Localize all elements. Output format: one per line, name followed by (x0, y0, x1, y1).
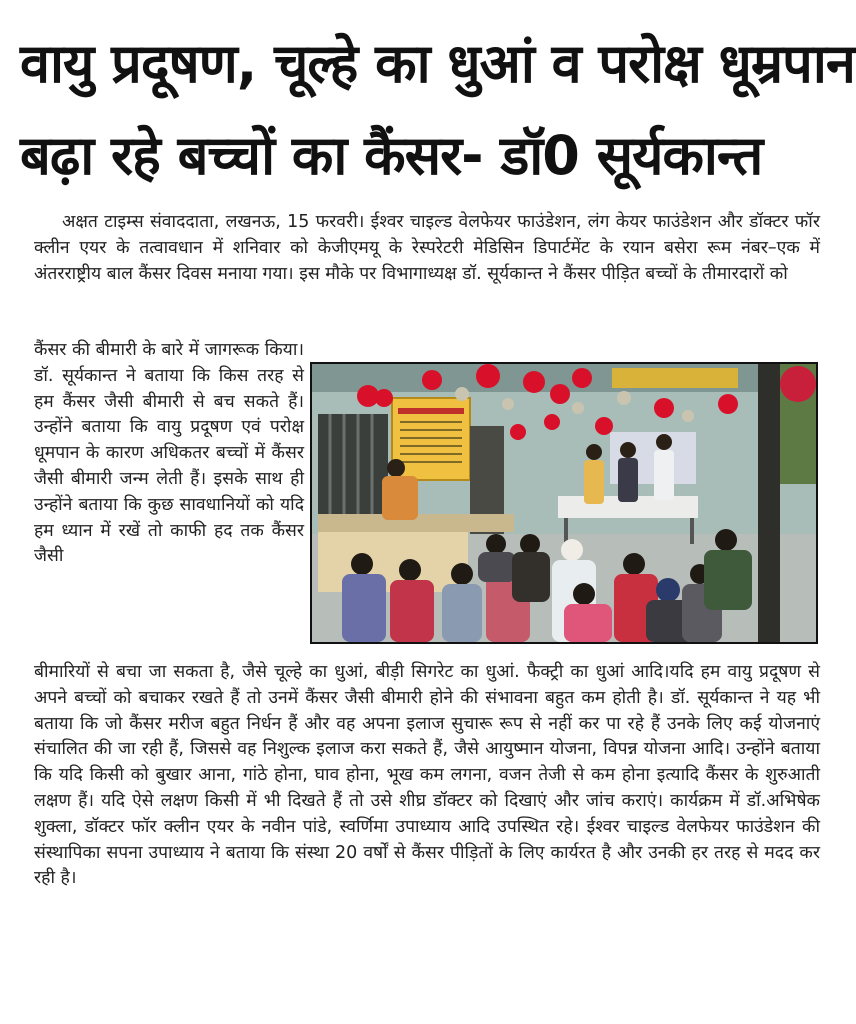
article-side-paragraph: कैंसर की बीमारी के बारे में जागरूक किया। डॉ. सूर्यकान्त ने बताया कि किस तरह से हम कैंसर जैसी बीमारी से बच सकते हैं। उन्होंने बताया कि वायु प्रदूषण एवं परोक्ष धूमपान के कारण अधिकतर बच्चों में कैंसर जैसी बीमारी जन्म लेती हैं। इसके साथ ही उन्होंने बताया कि कुछ सावधानियों को यदि हम ध्यान में रखें तो काफी हद तक कैंसर जैसी (34, 340, 304, 567)
article-bottom-paragraph: बीमारियों से बचा जा सकता है, जैसे चूल्हे का धुआं, बीड़ी सिगरेट का धुआं. फैक्ट्री का धुआं आदि।यदि हम वायु प्रदूषण से अपने बच्चों को बचाकर रखते हैं तो उनमें कैंसर जैसी बीमारी होने की संभावना बहुत कम होती है। डॉ. सूर्यकान्त ने यह भी बताया कि जो कैंसर मरीज बहुत निर्धन हैं और वह अपना इलाज सुचारू रूप से नहीं कर पा रहे हैं उनके लिए कई योजनाएं संचालित की जा रही हैं, जिससे वह निशुल्क इलाज करा सकते हैं, जैसे आयुष्मान योजना, विपन्न योजना आदि। उन्होंने बताया कि यदि किसी को बुखार आना, गांठे होना, घाव होना, भूख कम लगना, वजन तेजी से कम होना इत्यादि कैंसर के शुरुआती लक्षण हैं। यदि ऐसे लक्षण किसी में भी दिखते हैं तो उसे शीघ्र डॉक्टर को दिखाएं और जांच कराएं। कार्यक्रम में डॉ.अभिषेक शुक्ला, डॉक्टर फॉर क्लीन एयर के नवीन पांडे, स्वर्णिमा उपाध्याय आदि उपस्थित रहे। ईश्वर चाइल्ड वेलफेयर फाउंडेशन की संस्थापिका सपना उपाध्याय ने बताया कि संस्था 20 वर्षों से कैंसर पीड़ितों के लिए कार्यरत है और उनकी हर तरह से मदद कर रही है। (34, 662, 820, 889)
headline (20, 18, 855, 202)
event-photo (310, 362, 818, 644)
headline-line-1: वायु प्रदूषण, चूल्हे का धुआं व परोक्ष धूम्रपान (20, 32, 855, 95)
article-intro-paragraph: अक्षत टाइम्स संवाददाता, लखनऊ, 15 फरवरी। ईश्वर चाइल्ड वेलफेयर फाउंडेशन, लंग केयर फाउंडेशन और डॉक्टर फॉर क्लीन एयर के तत्वावधान में शनिवार को केजीएमयू के रेस्परेटरी मेडिसिन डिपार्टमेंट के रयान बसेरा रूम नंबर–एक में अंतरराष्ट्रीय बाल कैंसर दिवस मनाया गया। इस मौके पर विभागाध्यक्ष डॉ. सूर्यकान्त ने कैंसर पीड़ित बच्चों के तीमारदारों को (34, 212, 820, 284)
headline-line-2: बढ़ा रहे बच्चों का कैंसर- डॉ0 सूर्यकान्त (20, 124, 763, 187)
